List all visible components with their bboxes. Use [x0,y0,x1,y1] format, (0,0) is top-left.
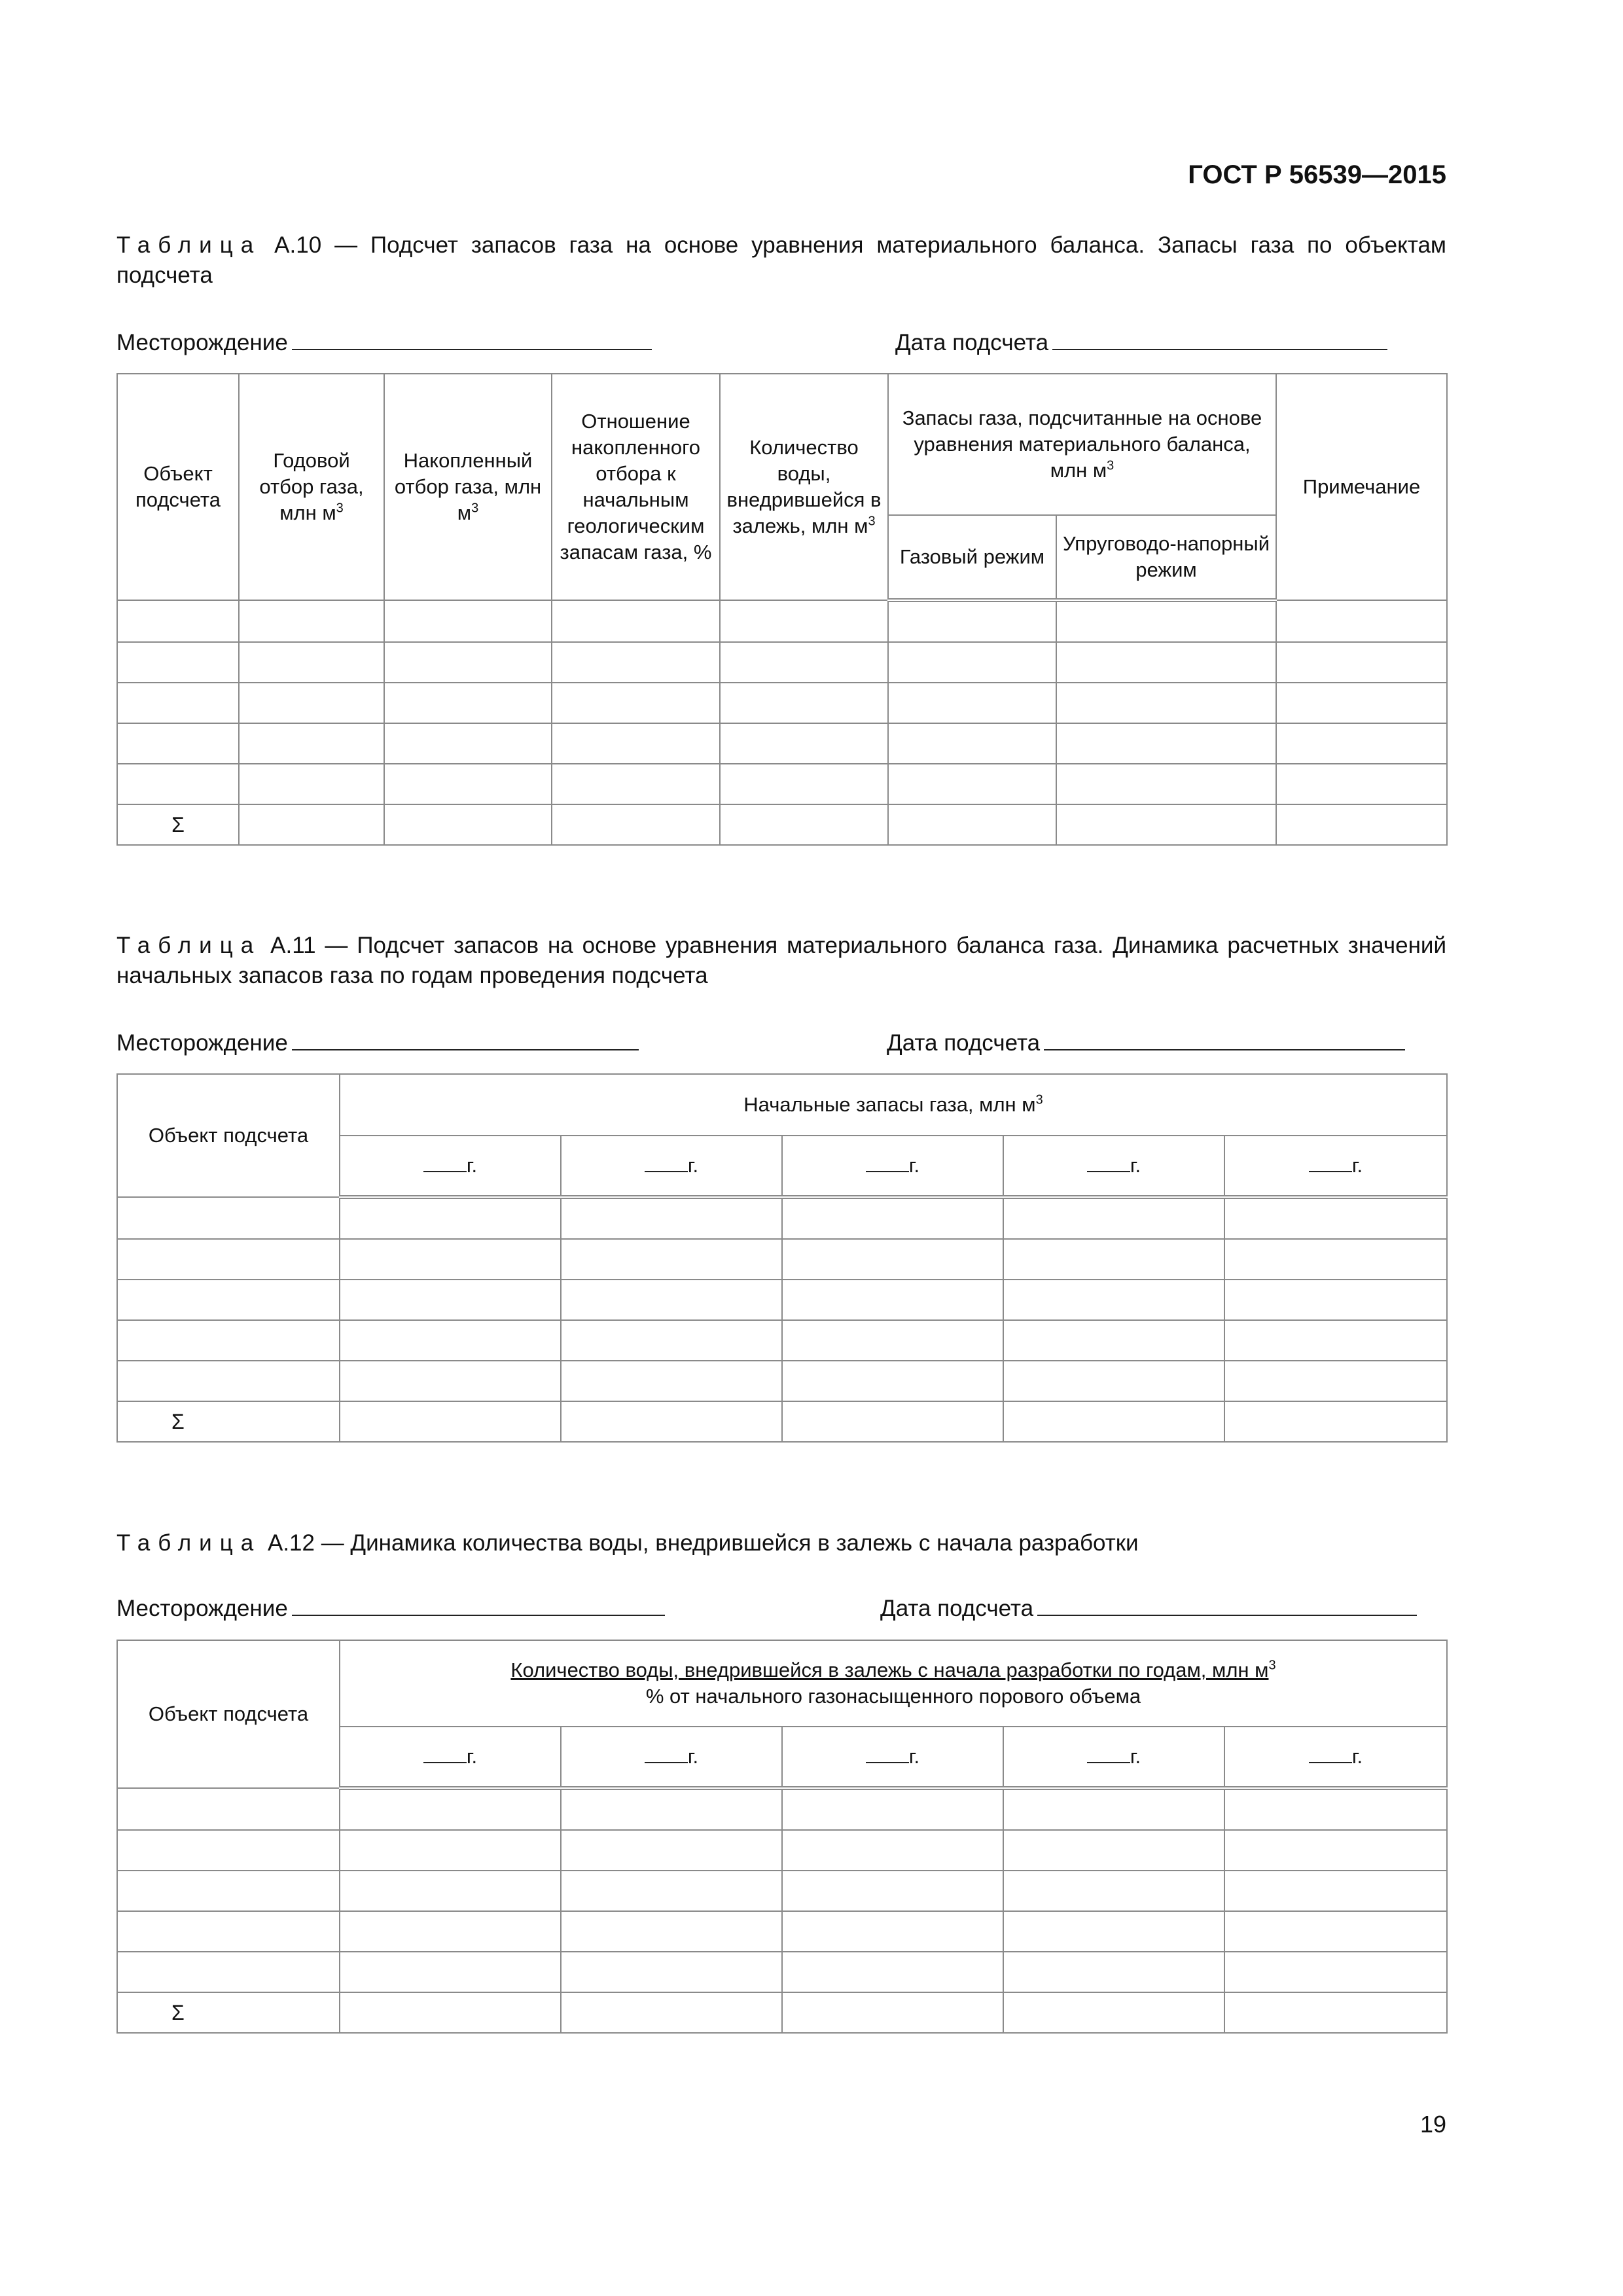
sum-row [117,1401,1447,1442]
field-label: Месторождение [116,1596,288,1621]
table-a12 [116,1640,1448,2034]
table-row [117,1239,1447,1280]
table-row [117,1871,1447,1911]
header-object: Объект подсчета [117,1074,340,1197]
table-row [117,1788,1447,1830]
header-reserves-group: Запасы газа, подсчитанные на основе уравнения материального баланса, млн $м^3$ [888,374,1276,515]
table-a11-date [887,1030,1405,1056]
table-row [117,1952,1447,1992]
date-label: Дата подсчета [895,330,1049,355]
header-object: Объект подсчета [117,1640,340,1788]
table-a11-caption-text: А.11 — Подсчет запасов на основе уравнения материального баланса газа. Динамика расчетных значений начальных запасов газа по годам проведения подсчета [116,933,1447,988]
table-row [117,1197,1447,1239]
table-a10-caption-text: А.10 — Подсчет запасов газа на основе уравнения материального баланса. Запасы газа по объектам подсчета [116,232,1446,288]
date-blank[interactable] [1052,329,1387,350]
header-elastic-water-mode: Упруговодо-напорный режим [1056,515,1276,600]
header-water-influx-line1: Количество воды, внедрившейся в залежь с начала разработки по годам, млн м [510,1659,1269,1681]
header-year: г. [561,1136,782,1197]
field-blank[interactable] [292,1595,665,1616]
sum-symbol: Σ [117,1992,340,2033]
header-year: г. [561,1727,782,1788]
table-a12-caption-text: А.12 — Динамика количества воды, внедрившейся в залежь с начала разработки [267,1530,1139,1556]
table-row [117,683,1447,723]
table-a10-caption [116,230,1446,291]
header-water-influx-line2: % от начального газонасыщенного порового объема [645,1685,1141,1708]
header-ratio: Отношение накопленного отбора к начальным геологическим запасам газа, % [552,374,720,600]
header-year: г. [1224,1136,1447,1197]
table-row [117,1911,1447,1952]
header-note: Примечание [1276,374,1447,600]
table-row [117,1830,1447,1871]
header-year: г. [1224,1727,1447,1788]
table-a12-caption-word: Таблица [116,1530,262,1556]
date-blank[interactable] [1037,1595,1417,1616]
table-row [117,642,1447,683]
page-number: 19 [1419,2111,1446,2138]
field-blank[interactable] [292,1030,639,1050]
document-id: ГОСТ Р 56539—2015 [1188,160,1446,189]
header-year: г. [782,1136,1003,1197]
field-blank[interactable] [292,329,652,350]
header-year: г. [1003,1136,1224,1197]
sum-symbol: Σ [117,1401,340,1442]
table-row [117,1361,1447,1401]
table-a10-field [116,329,652,356]
sum-symbol: Σ [117,804,239,845]
table-a12-date [880,1595,1417,1622]
table-a10-date [895,329,1387,356]
header-annual-production: Годовой отбор газа, млн $м^3$ [239,374,384,600]
table-a11-caption-word: Таблица [116,933,262,958]
header-water-influx-group: Количество воды, внедрившейся в залежь с начала разработки по годам, млн $м^3$ % от начального газонасыщенного порового объема [340,1640,1447,1727]
header-water-influx: Количество воды, внедрившейся в залежь, млн $м^3$ [720,374,888,600]
header-gas-mode: Газовый режим [888,515,1056,600]
field-label: Месторождение [116,1030,288,1056]
header-year: г. [340,1136,561,1197]
table-a12-caption [116,1528,1446,1558]
header-year: г. [782,1727,1003,1788]
header-initial-reserves: Начальные запасы газа, млн $м^3$ [340,1074,1447,1136]
date-label: Дата подсчета [887,1030,1041,1056]
sum-row [117,1992,1447,2033]
table-a11 [116,1073,1448,1443]
table-a12-field [116,1595,665,1622]
date-label: Дата подсчета [880,1596,1034,1621]
sum-row [117,804,1447,845]
header-object: Объект подсчета [117,374,239,600]
table-row [117,1320,1447,1361]
header-year: г. [1003,1727,1224,1788]
header-cumulative-production: Накопленный отбор газа, млн $м^3$ [384,374,552,600]
header-year: г. [340,1727,561,1788]
table-row [117,600,1447,642]
field-label: Месторождение [116,330,288,355]
table-row [117,723,1447,764]
date-blank[interactable] [1044,1030,1405,1050]
table-a10-caption-word: Таблица [116,232,262,258]
table-row [117,1280,1447,1320]
table-a11-field [116,1030,639,1056]
table-a11-caption [116,931,1446,991]
table-a10 [116,373,1448,846]
table-row [117,764,1447,804]
